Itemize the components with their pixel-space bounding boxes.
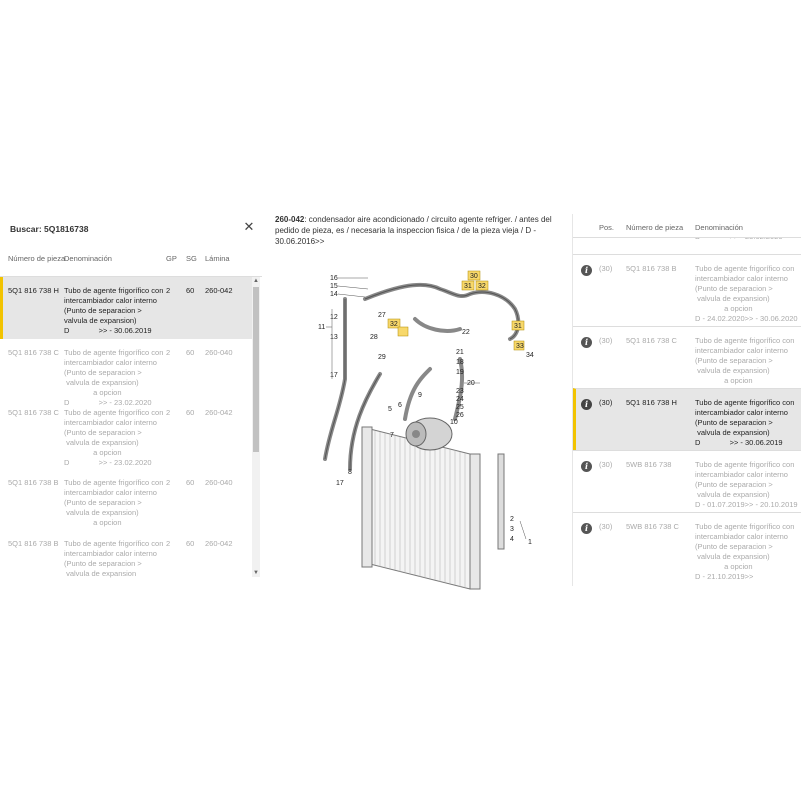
drier-tube-icon bbox=[498, 454, 504, 549]
callout-17[interactable]: 17 bbox=[330, 372, 338, 379]
search-results-panel bbox=[0, 214, 262, 586]
callout-29[interactable]: 29 bbox=[378, 354, 386, 361]
cell-name: Tubo de agente frigorífico con intercambiador calor interno (Punto de separacion > valvula de expansion) a opcion D >> - 23.02.2020 bbox=[64, 408, 164, 467]
diagram-panel bbox=[270, 214, 572, 586]
cell-number: 5Q1 816 738 H bbox=[8, 286, 59, 295]
diagram-caption-text: : condensador aire acondicionado / circuito agente refriger. / antes del pedido de pieza, es / necesaria la inspeccion fisica / de la pieza vieja / D - 30.06.2016>> bbox=[275, 215, 552, 246]
cell-name: Tubo de agente frigorífico con intercambiador calor interno (Punto de separacion > valvula de expansion) a opcion D - 24.02.2020>> - 30.06.2020 bbox=[695, 264, 798, 323]
diagram-code: 260-042 bbox=[275, 215, 305, 224]
col-header-gp[interactable]: GP bbox=[166, 254, 177, 263]
cell-number: 5Q1 816 738 C bbox=[626, 336, 677, 345]
callout-22[interactable]: 22 bbox=[462, 329, 470, 336]
callout-34[interactable]: 34 bbox=[526, 352, 534, 359]
info-icon[interactable]: i bbox=[581, 399, 592, 410]
callout-26[interactable]: 26 bbox=[456, 412, 464, 419]
table-row[interactable] bbox=[573, 512, 801, 581]
table-row[interactable] bbox=[0, 530, 252, 592]
col-header-pos[interactable]: Pos. bbox=[599, 223, 615, 232]
callout-3[interactable]: 3 bbox=[510, 526, 514, 533]
diagram-caption bbox=[275, 214, 575, 247]
callout-31b[interactable]: 31 bbox=[514, 323, 522, 330]
callout-32b[interactable]: 32 bbox=[390, 321, 398, 328]
col-header-number[interactable]: Número de pieza bbox=[626, 223, 684, 232]
table-row[interactable] bbox=[0, 339, 252, 407]
callout-30[interactable]: 30 bbox=[470, 273, 478, 280]
callout-5[interactable]: 5 bbox=[388, 406, 392, 413]
cell-pos: (30) bbox=[599, 460, 613, 469]
callout-7[interactable]: 7 bbox=[390, 432, 394, 439]
cell-number: 5WB 816 738 C bbox=[626, 522, 679, 531]
cell-name: Tubo de agente frigorífico con intercambiador calor interno (Punto de separacion > valvula de expansion) D - 01.07.2019>> - 20.10.2019 bbox=[695, 460, 798, 509]
callout-27[interactable]: 27 bbox=[378, 312, 386, 319]
cell-number: 5WB 816 738 bbox=[626, 460, 672, 469]
info-icon[interactable]: i bbox=[581, 523, 592, 534]
cell-lamina: 260-042 bbox=[205, 539, 233, 548]
cell-number: 5Q1 816 738 H bbox=[626, 398, 677, 407]
callout-24[interactable]: 24 bbox=[456, 396, 464, 403]
callout-4[interactable]: 4 bbox=[510, 536, 514, 543]
info-icon[interactable]: i bbox=[581, 461, 592, 472]
callout-12[interactable]: 12 bbox=[330, 314, 338, 321]
cell-gp: 2 bbox=[166, 539, 171, 548]
parts-table-header bbox=[573, 214, 801, 238]
results-table-header bbox=[0, 247, 262, 277]
cell-lamina: 260-042 bbox=[205, 286, 233, 295]
table-row[interactable] bbox=[573, 254, 801, 323]
compressor-icon bbox=[406, 418, 452, 450]
cell-pos: (30) bbox=[599, 398, 613, 407]
cell-pos: (30) bbox=[599, 336, 613, 345]
callout-16[interactable]: 16 bbox=[330, 275, 338, 282]
callout-2[interactable]: 2 bbox=[510, 516, 514, 523]
cell-lamina: 260-042 bbox=[205, 408, 233, 417]
cell-name: Tubo de agente frigorífico con intercambiador calor interno (Punto de separacion > valvula de expansion) a opcion D - 21.10.2019>> bbox=[695, 522, 795, 581]
cell-gp: 2 bbox=[166, 408, 171, 417]
scrollbar-thumb[interactable] bbox=[253, 287, 259, 452]
callout-33[interactable]: 33 bbox=[516, 343, 524, 350]
callout-28[interactable]: 28 bbox=[370, 334, 378, 341]
cell-number: 5Q1 816 738 C bbox=[8, 408, 59, 417]
col-header-name[interactable]: Denominación bbox=[64, 254, 112, 263]
callout-20[interactable]: 20 bbox=[467, 380, 475, 387]
cell-name: Tubo de agente frigorífico con intercambiador calor interno (Punto de separacion > valvula de expansion) D >> - 30.06.2019 bbox=[695, 398, 795, 447]
cell-name: Tubo de agente frigorífico con intercambiador calor interno (Punto de separacion > valvula de expansion bbox=[64, 539, 164, 578]
table-row[interactable] bbox=[0, 277, 252, 339]
cell-number: 5Q1 816 738 B bbox=[8, 539, 59, 548]
condenser-icon bbox=[362, 427, 480, 589]
table-row[interactable] bbox=[573, 388, 801, 450]
cell-name: Tubo de agente frigorífico con intercambiador calor interno (Punto de separacion > valvula de expansion) a opcion bbox=[64, 478, 164, 527]
cell-name: Tubo de agente frigorífico con intercambiador calor interno (Punto de separacion > valvula de expansion) a opcion D >> - 23.02.2020 bbox=[64, 348, 164, 407]
col-header-lamina[interactable]: Lámina bbox=[205, 254, 230, 263]
scroll-up-icon[interactable]: ▲ bbox=[253, 278, 259, 284]
callout-25[interactable]: 25 bbox=[456, 404, 464, 411]
cell-sg: 60 bbox=[186, 408, 195, 417]
callout-6[interactable]: 6 bbox=[398, 402, 402, 409]
table-row[interactable] bbox=[573, 326, 801, 388]
callout-18[interactable]: 18 bbox=[456, 359, 464, 366]
cell-name: Tubo de agente frigorífico con intercambiador calor interno (Punto de separacion > valvula de expansion) a opcion bbox=[695, 336, 795, 385]
cell-sg: 60 bbox=[186, 286, 195, 295]
exploded-parts-diagram[interactable] bbox=[270, 259, 570, 589]
parts-list-panel bbox=[572, 214, 800, 586]
cell-sg: 60 bbox=[186, 478, 195, 487]
cell-number: 5Q1 816 738 B bbox=[626, 264, 677, 273]
table-row[interactable] bbox=[573, 450, 801, 512]
close-icon[interactable]: ✕ bbox=[243, 219, 255, 234]
cell-sg: 60 bbox=[186, 348, 195, 357]
results-scrollbar[interactable] bbox=[252, 277, 260, 577]
table-row[interactable] bbox=[0, 399, 252, 467]
cell-pos: (30) bbox=[599, 264, 613, 273]
callout-8[interactable]: 8 bbox=[348, 469, 352, 476]
callout-10[interactable]: 10 bbox=[450, 419, 458, 426]
info-icon[interactable]: i bbox=[581, 337, 592, 348]
cell-number: 5Q1 816 738 B bbox=[8, 478, 59, 487]
col-header-sg[interactable]: SG bbox=[186, 254, 197, 263]
cell-gp: 2 bbox=[166, 478, 171, 487]
callout-31[interactable]: 31 bbox=[464, 283, 472, 290]
info-icon[interactable]: i bbox=[581, 265, 592, 276]
callout-23[interactable]: 23 bbox=[456, 388, 464, 395]
callout-21[interactable]: 21 bbox=[456, 349, 464, 356]
callout-32[interactable]: 32 bbox=[478, 283, 486, 290]
callout-11[interactable]: 11 bbox=[318, 324, 326, 331]
callout-9[interactable]: 9 bbox=[418, 392, 422, 399]
callout-14[interactable]: 14 bbox=[330, 291, 338, 298]
callout-1[interactable]: 1 bbox=[528, 539, 532, 546]
cell-lamina: 260-040 bbox=[205, 478, 233, 487]
cell-pos: (30) bbox=[599, 522, 613, 531]
col-header-name[interactable]: Denominación bbox=[695, 223, 743, 232]
callout-17b[interactable]: 17 bbox=[336, 480, 344, 487]
callout-19[interactable]: 19 bbox=[456, 369, 464, 376]
cell-number: 5Q1 816 738 C bbox=[8, 348, 59, 357]
callout-15[interactable]: 15 bbox=[330, 283, 338, 290]
col-header-number[interactable]: Número de pieza bbox=[8, 254, 66, 263]
cell-name: Tubo de agente frigorífico con intercambiador calor interno (Punto de separacion > valvula de expansion) D >> - 30.06.2019 bbox=[64, 286, 164, 335]
results-table-body bbox=[0, 277, 252, 578]
callout-13[interactable]: 13 bbox=[330, 334, 338, 341]
cell-gp: 2 bbox=[166, 348, 171, 357]
search-title: Buscar: 5Q1816738 bbox=[10, 224, 89, 234]
cell-sg: 60 bbox=[186, 539, 195, 548]
cell-lamina: 260-040 bbox=[205, 348, 233, 357]
scroll-down-icon[interactable]: ▼ bbox=[253, 570, 259, 576]
cell-gp: 2 bbox=[166, 286, 171, 295]
table-row[interactable] bbox=[0, 469, 252, 531]
